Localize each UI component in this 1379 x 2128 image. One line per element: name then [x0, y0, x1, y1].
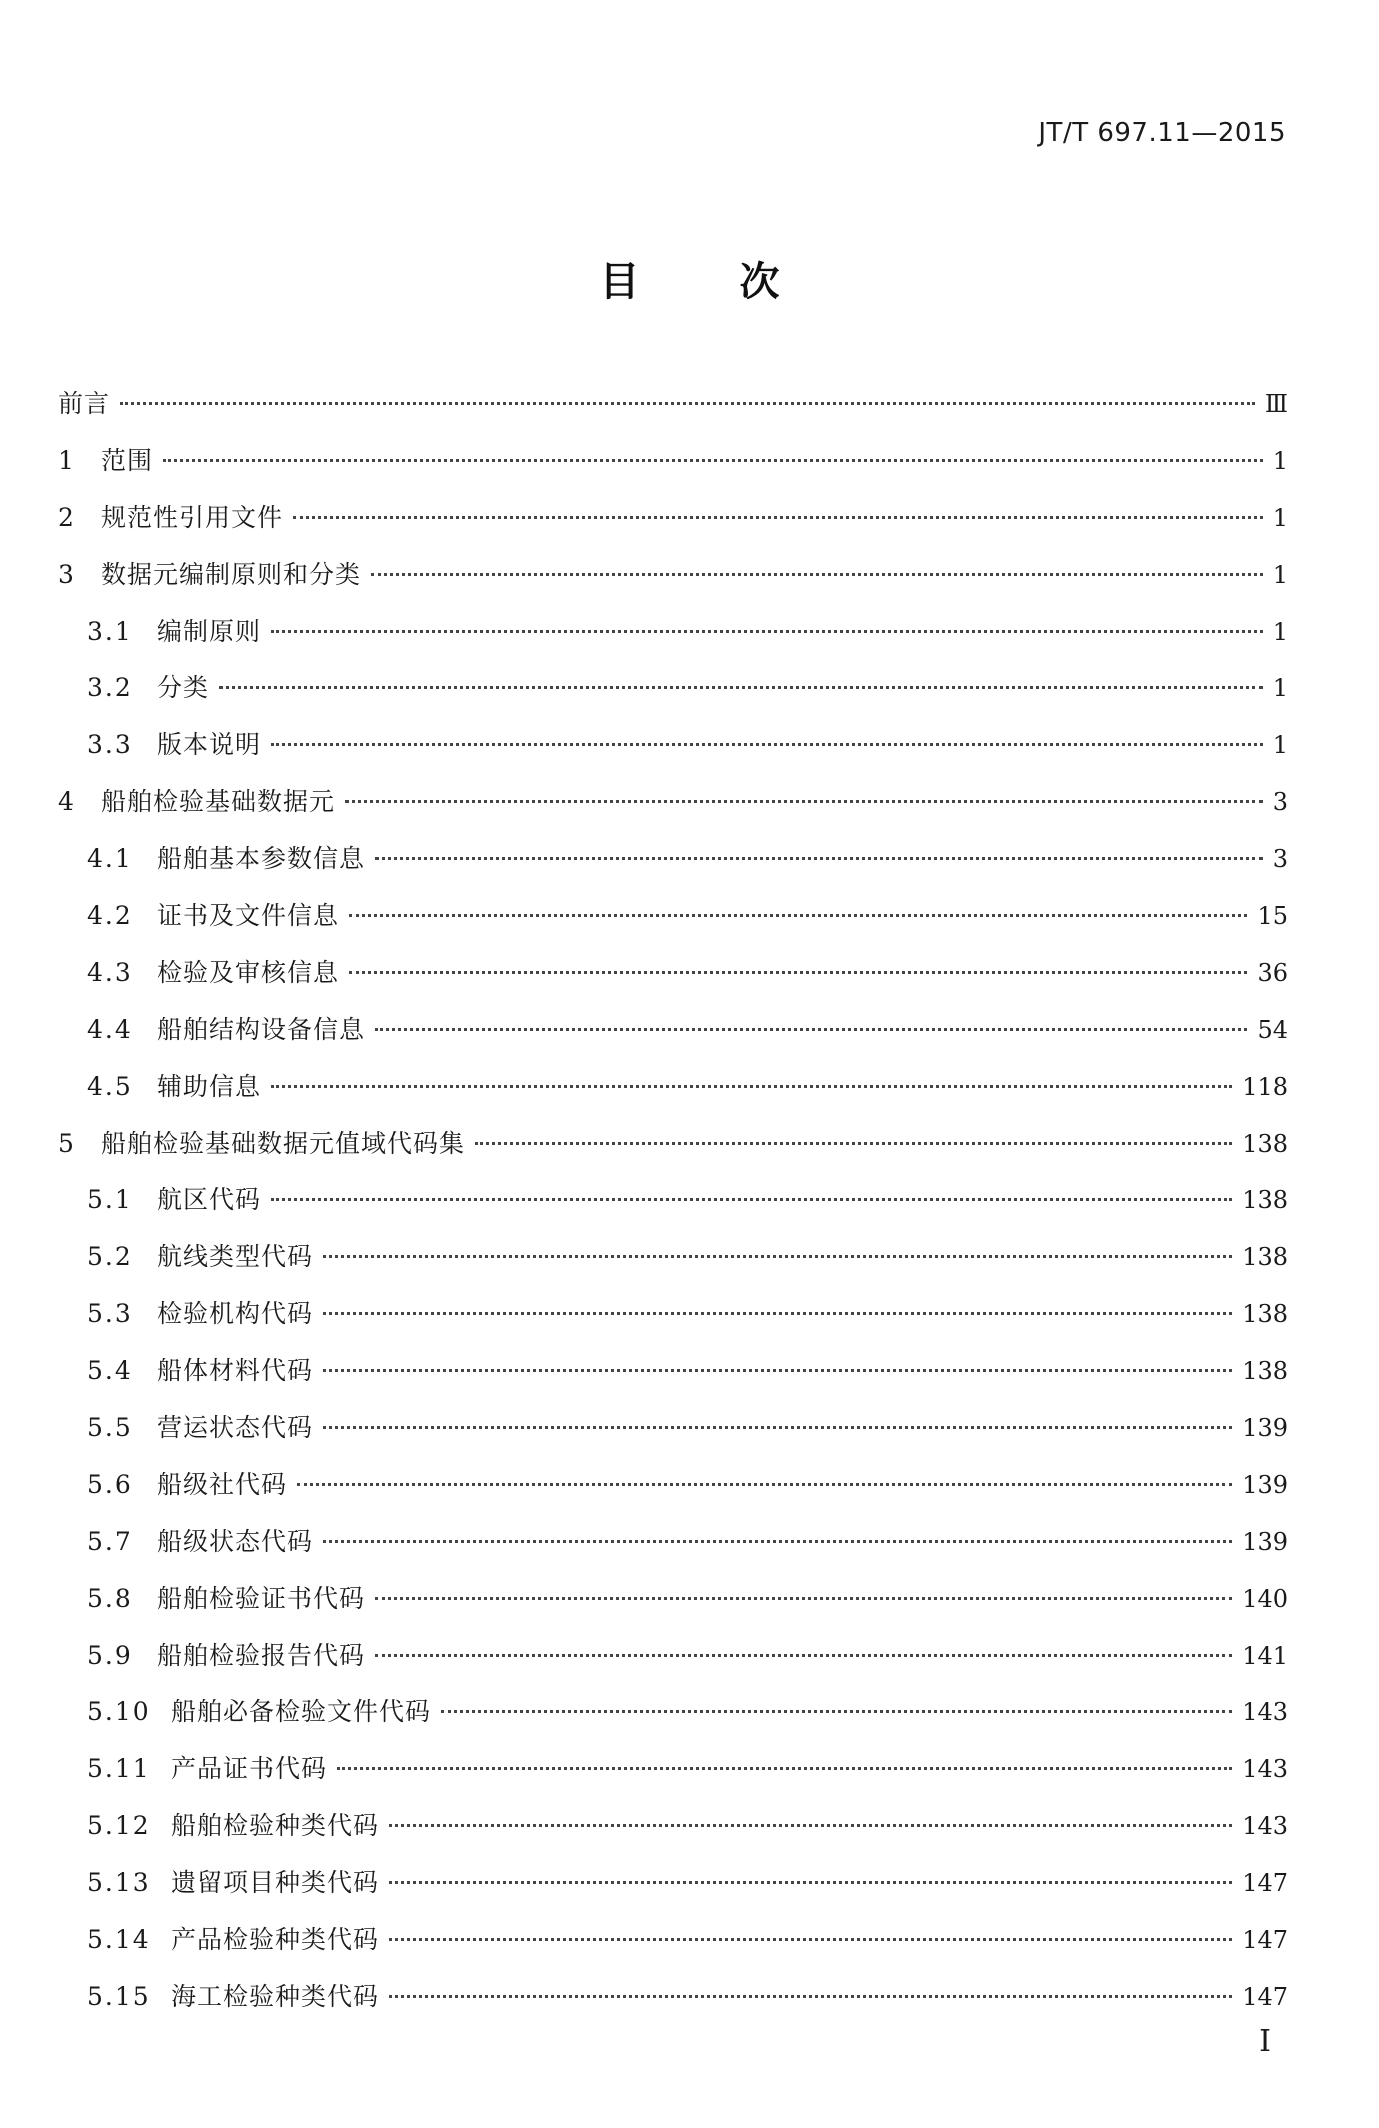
toc-entry-number: 1	[58, 445, 76, 475]
toc-entry-number: 5.9	[87, 1640, 133, 1670]
toc-entry-number: 5.3	[87, 1299, 133, 1329]
toc-entry[interactable]	[58, 1067, 1288, 1124]
toc-entry-number: 4.1	[87, 844, 133, 874]
toc-entry-label: 范围	[101, 445, 154, 475]
toc-entry-number: 3.2	[87, 673, 133, 703]
toc-entry-number: 5.1	[87, 1185, 133, 1215]
toc-entry[interactable]	[58, 1920, 1288, 1977]
toc-entry-label: 检验及审核信息	[157, 957, 340, 987]
toc-entry-label: 船体材料代码	[157, 1356, 314, 1386]
toc-entry-label: 证书及文件信息	[157, 901, 340, 931]
toc-entry[interactable]	[58, 384, 1288, 441]
toc-entry[interactable]	[58, 896, 1288, 953]
toc-dot-leader	[293, 516, 1263, 519]
toc-dot-leader	[271, 743, 1263, 746]
toc-entry-label: 航区代码	[157, 1185, 262, 1215]
toc-entry[interactable]	[58, 725, 1288, 782]
toc-entry-page-number: 138	[1242, 1186, 1288, 1215]
toc-entry-page-number: 139	[1242, 1527, 1288, 1556]
toc-entry-page-number: 1	[1272, 674, 1288, 703]
toc-entry[interactable]	[58, 1522, 1288, 1579]
toc-dot-leader	[349, 914, 1247, 917]
toc-dot-leader	[271, 1085, 1232, 1088]
toc-dot-leader	[337, 1767, 1232, 1770]
toc-entry-page-number: 3	[1272, 788, 1288, 817]
toc-entry-number: 4.2	[87, 901, 133, 931]
standard-code: JT/T 697.11—2015	[1038, 118, 1286, 148]
toc-dot-leader	[345, 800, 1263, 803]
toc-entry-page-number: Ⅲ	[1264, 390, 1288, 418]
toc-dot-leader	[389, 1938, 1232, 1941]
page-folio: I	[1259, 2024, 1271, 2059]
toc-entry-number: 5.6	[87, 1469, 133, 1499]
toc-entry-label: 产品检验种类代码	[171, 1925, 380, 1955]
toc-entry-page-number: 1	[1272, 617, 1288, 646]
toc-dot-leader	[475, 1142, 1232, 1145]
toc-entry[interactable]	[58, 782, 1288, 839]
toc-entry[interactable]	[58, 498, 1288, 555]
toc-entry-page-number: 139	[1242, 1414, 1288, 1443]
toc-entry-number: 3.1	[87, 616, 133, 646]
toc-entry-label: 船舶结构设备信息	[157, 1014, 366, 1044]
toc-entry-page-number: 118	[1242, 1072, 1288, 1101]
toc-entry-label: 前言	[58, 389, 111, 418]
toc-entry-number: 4.5	[87, 1071, 133, 1101]
toc-dot-leader	[120, 402, 1255, 405]
toc-dot-leader	[371, 573, 1263, 576]
toc-entry-number: 5.4	[87, 1356, 133, 1386]
toc-entry-label: 船级社代码	[157, 1469, 288, 1499]
toc-entry-label: 编制原则	[157, 616, 262, 646]
toc-entry-label: 船舶基本参数信息	[157, 844, 366, 874]
toc-entry[interactable]	[58, 1579, 1288, 1636]
toc-dot-leader	[389, 1824, 1232, 1827]
toc-entry-number: 4.4	[87, 1014, 133, 1044]
toc-entry[interactable]	[58, 1806, 1288, 1863]
toc-entry-label: 检验机构代码	[157, 1299, 314, 1329]
toc-entry-number: 5.13	[87, 1868, 151, 1898]
toc-entry-page-number: 36	[1257, 958, 1288, 987]
toc-entry-page-number: 1	[1272, 731, 1288, 760]
toc-entry-number: 5	[58, 1128, 76, 1158]
toc-dot-leader	[375, 1654, 1232, 1657]
toc-entry-label: 产品证书代码	[171, 1754, 328, 1784]
toc-entry-label: 船舶检验基础数据元值域代码集	[101, 1128, 466, 1158]
toc-dot-leader	[297, 1483, 1232, 1486]
toc-entry[interactable]	[58, 1692, 1288, 1749]
toc-dot-leader	[375, 1028, 1247, 1031]
toc-entry-label: 辅助信息	[157, 1071, 262, 1101]
toc-entry-number: 2	[58, 502, 76, 532]
toc-entry[interactable]	[58, 1351, 1288, 1408]
toc-entry[interactable]	[58, 555, 1288, 612]
toc-entry-number: 5.11	[87, 1754, 151, 1784]
toc-dot-leader	[389, 1995, 1232, 1998]
toc-entry-page-number: 3	[1272, 845, 1288, 874]
toc-entry[interactable]	[58, 839, 1288, 896]
toc-entry-number: 4	[58, 787, 76, 817]
toc-entry-page-number: 54	[1257, 1015, 1288, 1044]
toc-entry-page-number: 1	[1272, 560, 1288, 589]
toc-dot-leader	[389, 1881, 1232, 1884]
toc-dot-leader	[271, 630, 1263, 633]
toc-dot-leader	[441, 1710, 1232, 1713]
toc-entry[interactable]	[58, 612, 1288, 669]
toc-entry-number: 5.7	[87, 1526, 133, 1556]
toc-entry-label: 船舶检验证书代码	[157, 1583, 366, 1613]
toc-entry[interactable]	[58, 1408, 1288, 1465]
toc-entry-page-number: 1	[1272, 446, 1288, 475]
toc-dot-leader	[375, 1597, 1232, 1600]
toc-list	[58, 384, 1288, 2034]
toc-entry-label: 航线类型代码	[157, 1242, 314, 1272]
toc-entry-number: 3	[58, 559, 76, 589]
toc-dot-leader	[349, 971, 1247, 974]
toc-entry[interactable]	[58, 1863, 1288, 1920]
toc-entry-page-number: 147	[1242, 1926, 1288, 1955]
toc-dot-leader	[271, 1198, 1232, 1201]
toc-entry-number: 5.12	[87, 1811, 151, 1841]
toc-title-char-2: 次	[739, 259, 780, 305]
toc-entry-number: 5.8	[87, 1583, 133, 1613]
toc-entry[interactable]	[58, 441, 1288, 498]
toc-entry[interactable]	[58, 1636, 1288, 1693]
toc-entry[interactable]	[58, 953, 1288, 1010]
toc-entry-page-number: 147	[1242, 1982, 1288, 2011]
toc-entry-label: 版本说明	[157, 730, 262, 760]
toc-entry-label: 海工检验种类代码	[171, 1981, 380, 2011]
toc-entry-page-number: 139	[1242, 1470, 1288, 1499]
toc-entry-page-number: 143	[1242, 1698, 1288, 1727]
toc-entry-label: 船舶检验基础数据元	[101, 787, 336, 817]
toc-dot-leader	[323, 1426, 1232, 1429]
toc-entry-page-number: 138	[1242, 1300, 1288, 1329]
toc-entry-label: 船舶必备检验文件代码	[171, 1697, 432, 1727]
toc-entry-label: 遗留项目种类代码	[171, 1868, 380, 1898]
toc-entry-page-number: 138	[1242, 1129, 1288, 1158]
toc-entry-label: 营运状态代码	[157, 1413, 314, 1443]
toc-entry-number: 5.14	[87, 1925, 151, 1955]
toc-entry-page-number: 143	[1242, 1812, 1288, 1841]
toc-entry-number: 5.2	[87, 1242, 133, 1272]
toc-dot-leader	[219, 686, 1263, 689]
toc-entry-number: 5.10	[87, 1697, 151, 1727]
toc-entry[interactable]	[58, 668, 1288, 725]
toc-entry[interactable]	[58, 1237, 1288, 1294]
toc-entry-label: 船舶检验种类代码	[171, 1811, 380, 1841]
toc-dot-leader	[323, 1312, 1232, 1315]
toc-entry[interactable]	[58, 1465, 1288, 1522]
toc-entry-page-number: 15	[1257, 902, 1288, 931]
toc-dot-leader	[323, 1540, 1232, 1543]
toc-entry-page-number: 140	[1242, 1584, 1288, 1613]
toc-entry-page-number: 143	[1242, 1755, 1288, 1784]
toc-dot-leader	[323, 1369, 1232, 1372]
toc-entry-page-number: 138	[1242, 1243, 1288, 1272]
toc-entry-label: 分类	[157, 673, 210, 703]
toc-entry-number: 4.3	[87, 957, 133, 987]
toc-entry-page-number: 147	[1242, 1869, 1288, 1898]
toc-entry[interactable]	[58, 1294, 1288, 1351]
toc-title-char-1: 目	[599, 259, 640, 305]
toc-entry-number: 3.3	[87, 730, 133, 760]
toc-entry[interactable]	[58, 1749, 1288, 1806]
toc-entry-page-number: 141	[1242, 1641, 1288, 1670]
toc-entry-label: 规范性引用文件	[101, 502, 284, 532]
toc-entry-label: 船级状态代码	[157, 1526, 314, 1556]
toc-entry-label: 数据元编制原则和分类	[101, 559, 362, 589]
toc-entry[interactable]	[58, 1977, 1288, 2034]
toc-entry[interactable]	[58, 1010, 1288, 1067]
toc-entry-page-number: 1	[1272, 503, 1288, 532]
toc-dot-leader	[323, 1255, 1232, 1258]
toc-dot-leader	[375, 857, 1263, 860]
toc-entry[interactable]	[58, 1124, 1288, 1181]
toc-title	[0, 250, 1379, 307]
toc-entry[interactable]	[58, 1180, 1288, 1237]
toc-entry-label: 船舶检验报告代码	[157, 1640, 366, 1670]
toc-entry-number: 5.15	[87, 1981, 151, 2011]
toc-dot-leader	[163, 459, 1263, 462]
toc-entry-number: 5.5	[87, 1413, 133, 1443]
toc-entry-page-number: 138	[1242, 1357, 1288, 1386]
